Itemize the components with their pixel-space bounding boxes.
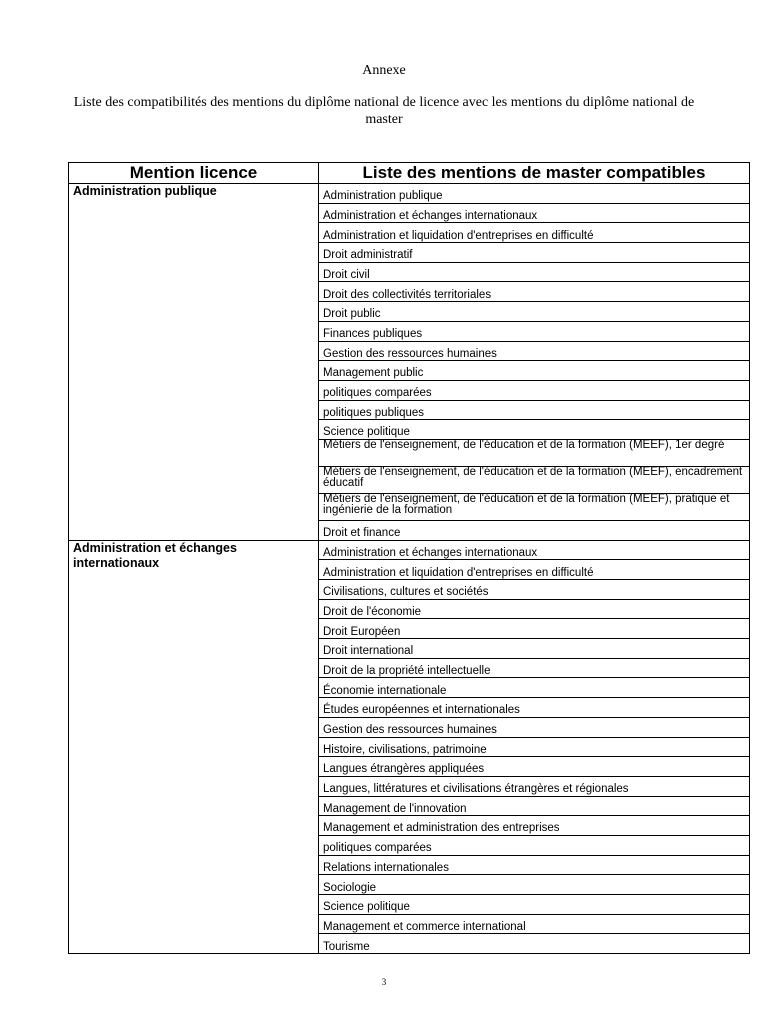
- document-title: Liste des compatibilités des mentions du diplôme national de licence avec les mentions du diplôme national de master: [73, 95, 695, 127]
- master-mention: Histoire, civilisations, patrimoine: [319, 737, 750, 757]
- master-mention: Gestion des ressources humaines: [319, 717, 750, 737]
- master-mention: politiques comparées: [319, 380, 750, 400]
- master-mention: Droit et finance: [319, 520, 750, 540]
- master-mention: politiques publiques: [319, 400, 750, 420]
- master-mention: Droit de l'économie: [319, 599, 750, 619]
- master-mention: Management public: [319, 361, 750, 381]
- master-mention: Droit des collectivités territoriales: [319, 282, 750, 302]
- master-mention: Droit civil: [319, 262, 750, 282]
- page-number: 3: [381, 977, 387, 987]
- master-mention: Gestion des ressources humaines: [319, 341, 750, 361]
- master-mention: Administration publique: [319, 184, 750, 204]
- master-mention: Études européennes et internationales: [319, 698, 750, 718]
- compatibility-table: [68, 162, 750, 954]
- master-mention: Tourisme: [319, 934, 750, 954]
- master-mention: Administration et liquidation d'entreprises en difficulté: [319, 560, 750, 580]
- table-row: [69, 540, 750, 560]
- master-mention: Civilisations, cultures et sociétés: [319, 580, 750, 600]
- master-mention: Sociologie: [319, 875, 750, 895]
- licence-mention: Administration et échanges internationaux: [69, 540, 319, 953]
- master-mention: Langues, littératures et civilisations étrangères et régionales: [319, 776, 750, 796]
- master-mention: Métiers de l'enseignement, de l'éducation et de la formation (MEEF), encadrement éducatif: [319, 466, 750, 493]
- table-header-row: [69, 163, 750, 184]
- master-mention: Métiers de l'enseignement, de l'éducation et de la formation (MEEF), 1er degré: [319, 439, 750, 466]
- master-mention: Administration et échanges internationaux: [319, 540, 750, 560]
- master-mention: Droit de la propriété intellectuelle: [319, 658, 750, 678]
- licence-mention: Administration publique: [69, 184, 319, 541]
- master-mention: Économie internationale: [319, 678, 750, 698]
- master-mention: Métiers de l'enseignement, de l'éducation et de la formation (MEEF), pratique et ingénierie de la formation: [319, 493, 750, 520]
- annexe-heading: Annexe: [362, 63, 406, 78]
- master-mention: politiques comparées: [319, 835, 750, 855]
- master-mention: Administration et échanges internationaux: [319, 203, 750, 223]
- column-header-master: Liste des mentions de master compatibles: [319, 163, 750, 184]
- master-mention: Management et commerce international: [319, 914, 750, 934]
- master-mention: Science politique: [319, 420, 750, 440]
- master-mention: Langues étrangères appliquées: [319, 757, 750, 777]
- master-mention: Droit public: [319, 302, 750, 322]
- master-mention: Relations internationales: [319, 855, 750, 875]
- column-header-licence: Mention licence: [69, 163, 319, 184]
- master-mention: Administration et liquidation d'entreprises en difficulté: [319, 223, 750, 243]
- master-mention: Management et administration des entreprises: [319, 816, 750, 836]
- master-mention: Science politique: [319, 895, 750, 915]
- master-mention: Finances publiques: [319, 321, 750, 341]
- master-mention: Droit Européen: [319, 619, 750, 639]
- table-body: [69, 184, 750, 954]
- table-row: [69, 184, 750, 204]
- master-mention: Management de l'innovation: [319, 796, 750, 816]
- master-mention: Droit administratif: [319, 243, 750, 263]
- master-mention: Droit international: [319, 639, 750, 659]
